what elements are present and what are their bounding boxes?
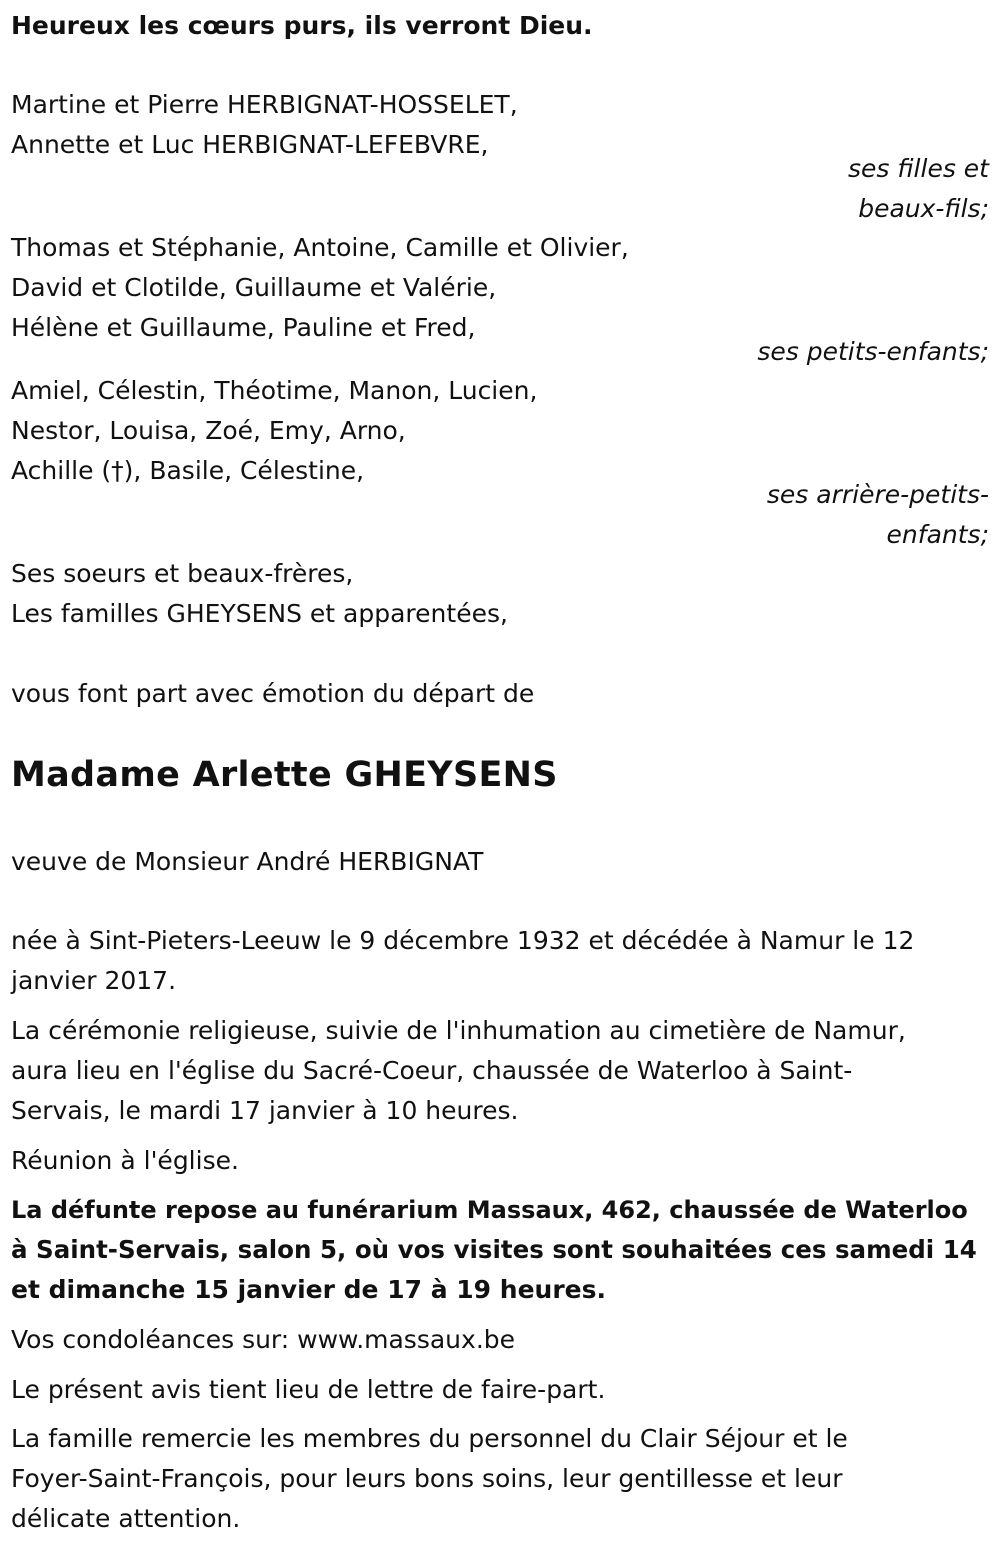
ceremony-line-1: La cérémonie religieuse, suivie de l'inhumation au cimetière de Namur, <box>11 1016 906 1045</box>
great-grandchildren-line-3: Achille (†), Basile, Célestine, <box>11 456 365 485</box>
daughters-relation-2: beaux-fils; <box>858 194 989 223</box>
grandchildren-line-2: David et Clotilde, Guillaume et Valérie, <box>11 273 497 302</box>
grandchildren-relation: ses petits-enfants; <box>757 337 989 366</box>
announcement: vous font part avec émotion du départ de <box>11 679 535 708</box>
thanks-line-2: Foyer-Saint-François, pour leurs bons soins, leur gentillesse et leur <box>11 1464 843 1493</box>
thanks-line-3: délicate attention. <box>11 1504 241 1533</box>
ceremony-line-3: Servais, le mardi 17 janvier à 10 heures. <box>11 1096 519 1125</box>
thanks-line-1: La famille remercie les membres du personnel du Clair Séjour et le <box>11 1424 848 1453</box>
daughters-line-1: Martine et Pierre HERBIGNAT-HOSSELET, <box>11 90 518 119</box>
ceremony-line-2: aura lieu en l'église du Sacré-Coeur, chaussée de Waterloo à Saint- <box>11 1056 853 1085</box>
condolences: Vos condoléances sur: www.massaux.be <box>11 1325 516 1354</box>
great-grandchildren-relation-2: enfants; <box>886 520 989 549</box>
visitation-line-3: et dimanche 15 janvier de 17 à 19 heures. <box>11 1275 606 1304</box>
visitation-line-2: à Saint-Servais, salon 5, où vos visites sont souhaitées ces samedi 14 <box>11 1235 977 1264</box>
grandchildren-line-1: Thomas et Stéphanie, Antoine, Camille et Olivier, <box>11 233 629 262</box>
motto: Heureux les cœurs purs, ils verront Dieu. <box>11 11 593 40</box>
birth-death-line-1: née à Sint-Pieters-Leeuw le 9 décembre 1932 et décédée à Namur le 12 <box>11 926 915 955</box>
visitation-line-1: La défunte repose au funérarium Massaux, 462, chaussée de Waterloo <box>11 1196 968 1224</box>
great-grandchildren-relation-1: ses arrière-petits- <box>766 480 989 509</box>
notice: Le présent avis tient lieu de lettre de faire-part. <box>11 1375 606 1404</box>
great-grandchildren-line-1: Amiel, Célestin, Théotime, Manon, Lucien, <box>11 376 538 405</box>
grandchildren-line-3: Hélène et Guillaume, Pauline et Fred, <box>11 313 476 342</box>
widow-of: veuve de Monsieur André HERBIGNAT <box>11 847 484 876</box>
deceased-name: Madame Arlette GHEYSENS <box>11 755 558 795</box>
great-grandchildren-line-2: Nestor, Louisa, Zoé, Emy, Arno, <box>11 416 406 445</box>
daughters-relation-1: ses filles et <box>848 154 989 183</box>
family-line-2: Les familles GHEYSENS et apparentées, <box>11 599 508 628</box>
family-line-1: Ses soeurs et beaux-frères, <box>11 559 354 588</box>
daughters-line-2: Annette et Luc HERBIGNAT-LEFEBVRE, <box>11 130 489 159</box>
meeting: Réunion à l'église. <box>11 1146 239 1175</box>
birth-death-line-2: janvier 2017. <box>11 966 177 995</box>
